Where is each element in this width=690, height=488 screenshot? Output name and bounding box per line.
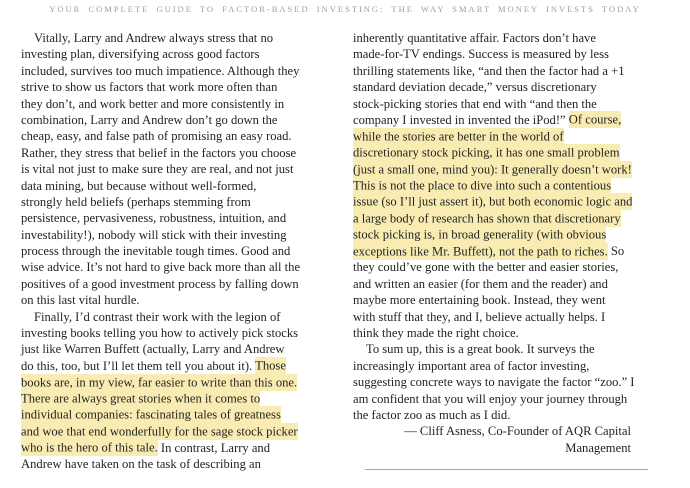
text-line xyxy=(353,96,653,112)
text-segment: In contrast, Larry and xyxy=(157,440,271,455)
highlighted-text[interactable]: stock picking is, in broad generality (with obvious xyxy=(353,227,607,242)
text-segment: with stuff that they, and I, believe actually helps. I xyxy=(353,309,606,324)
text-line xyxy=(353,309,653,325)
text-segment: they could’ve gone with the better and easier stories, xyxy=(353,260,619,275)
text-line xyxy=(21,128,333,144)
text-segment: and written an easier (for them and the reader) and xyxy=(353,276,608,291)
text-line xyxy=(21,30,333,46)
text-line xyxy=(21,227,333,243)
text-segment: suggesting concrete ways to navigate the factor “zoo.” I xyxy=(353,375,635,390)
highlighted-text[interactable]: issue (so I’ll just assert it), but both economic logic and xyxy=(353,194,633,209)
text-segment: just like Warren Buffett (actually, Larry and Andrew xyxy=(21,342,285,357)
text-line xyxy=(21,210,333,226)
highlighted-text[interactable]: Of course, xyxy=(568,112,622,127)
text-line xyxy=(353,210,653,226)
highlighted-text[interactable]: and woe that end wonderfully for the sage stock picker xyxy=(21,424,298,439)
text-segment: the factor zoo as much as I did. xyxy=(353,407,511,422)
highlighted-text[interactable]: a large body of research has shown that discretionary xyxy=(353,211,621,226)
text-line xyxy=(21,456,333,472)
text-segment: data mining, but because without well-formed, xyxy=(21,178,257,193)
text-segment: am confident that you will enjoy your journey through xyxy=(353,391,628,406)
right-column xyxy=(353,30,653,456)
text-segment: investing plan, diversifying across good factors xyxy=(21,47,260,62)
text-line xyxy=(353,374,653,390)
text-segment: think they made the right choice. xyxy=(353,326,519,341)
text-line xyxy=(21,391,333,407)
text-line xyxy=(21,96,333,112)
text-segment: increasingly important area of factor investing, xyxy=(353,358,590,373)
text-line xyxy=(353,178,653,194)
highlighted-text[interactable]: books are, in my view, far easier to write than this one. xyxy=(21,375,298,390)
text-line xyxy=(353,145,653,161)
text-line xyxy=(353,243,653,259)
text-line xyxy=(21,374,333,390)
text-segment: investability!), nobody will stick with their investing xyxy=(21,227,287,242)
text-segment: Rather, they stress that belief in the factors you choose xyxy=(21,145,297,160)
text-line xyxy=(21,292,333,308)
text-segment: wise advice. It’s not hard to give back more than all the xyxy=(21,260,301,275)
text-line xyxy=(353,391,653,407)
text-segment: Vitally, Larry and Andrew always stress that no xyxy=(34,31,274,45)
text-line xyxy=(353,46,653,62)
text-line xyxy=(21,112,333,128)
highlighted-text[interactable]: who is the hero of this tale. xyxy=(21,440,158,455)
text-line xyxy=(21,194,333,210)
text-line xyxy=(353,63,653,79)
attribution-line xyxy=(353,440,653,456)
text-line xyxy=(21,423,333,439)
text-segment: persistence, pervasiveness, robustness, intuition, and xyxy=(21,211,287,226)
text-line xyxy=(353,128,653,144)
attribution-line xyxy=(353,423,653,439)
running-header: YOUR COMPLETE GUIDE TO FACTOR-BASED INVESTING: THE WAY SMART MONEY INVESTS TODAY xyxy=(49,4,641,14)
text-segment: standard deviation decade,” versus discretionary xyxy=(353,80,597,95)
text-segment: Finally, I’d contrast their work with the legion of xyxy=(34,309,281,324)
text-line xyxy=(353,194,653,210)
text-segment: strongly held beliefs (perhaps stemming from xyxy=(21,194,251,209)
highlighted-text[interactable]: while the stories are better in the world of xyxy=(353,129,564,144)
text-segment: — Cliff Asness, Co-Founder of AQR Capital xyxy=(404,424,631,439)
text-line xyxy=(21,325,333,341)
text-line xyxy=(353,276,653,292)
text-segment: thrilling statements like, “and then the factor had a +1 xyxy=(353,63,625,78)
text-segment: included, survives too much impatience. Although they xyxy=(21,63,300,78)
text-line xyxy=(353,30,653,46)
text-line xyxy=(353,358,653,374)
text-segment: process through the inevitable tough times. Good and xyxy=(21,244,291,259)
text-segment: strive to show us factors that work more often than xyxy=(21,80,278,95)
highlighted-text[interactable]: discretionary stock picking, it has one small problem xyxy=(353,145,620,160)
highlighted-text[interactable]: Those xyxy=(255,358,286,373)
highlighted-text[interactable]: (just a small one, mind you): It generally doesn’t work! xyxy=(353,162,632,177)
text-segment: stock-picking stories that end with “and then the xyxy=(353,96,597,111)
text-segment: Management xyxy=(565,440,631,455)
text-segment: made-for-TV endings. Success is measured by less xyxy=(353,47,609,62)
text-segment: Andrew have taken on the task of describing an xyxy=(21,457,261,472)
text-line xyxy=(21,63,333,79)
text-line xyxy=(21,407,333,423)
highlighted-text[interactable]: There are always great stories when it comes to xyxy=(21,391,261,406)
column-divider-rule xyxy=(365,469,648,470)
text-segment: combination, Larry and Andrew don’t go down the xyxy=(21,112,278,127)
text-line xyxy=(21,161,333,177)
text-line xyxy=(353,259,653,275)
text-line xyxy=(21,243,333,259)
text-segment: cheap, easy, and false path of promising an easy road. xyxy=(21,129,292,144)
left-column xyxy=(21,30,333,473)
text-segment: positives of a good investment process by falling down xyxy=(21,276,299,291)
text-segment: company I invested in invented the iPod!” xyxy=(353,112,569,127)
highlighted-text[interactable]: This is not the place to dive into such a contentious xyxy=(353,178,612,193)
text-line xyxy=(353,227,653,243)
highlighted-text[interactable]: exceptions like Mr. Buffett), not the path to riches. xyxy=(353,244,608,259)
text-line xyxy=(21,440,333,456)
text-line xyxy=(21,79,333,95)
text-line xyxy=(353,325,653,341)
text-segment: To sum up, this is a great book. It surveys the xyxy=(366,342,595,357)
text-segment: do this, too, but I’ll let them tell you about it). xyxy=(21,358,256,373)
text-line xyxy=(21,145,333,161)
text-line xyxy=(21,358,333,374)
text-segment: is vital not just to make sure they are real, and not just xyxy=(21,162,294,177)
text-segment: maybe more entertaining book. Instead, they went xyxy=(353,293,606,308)
text-segment: on this last vital hurdle. xyxy=(21,293,140,308)
text-line xyxy=(21,259,333,275)
text-line xyxy=(21,46,333,62)
text-line xyxy=(353,341,653,357)
text-segment: inherently quantitative affair. Factors don’t have xyxy=(353,31,596,45)
text-line xyxy=(21,178,333,194)
text-line xyxy=(353,292,653,308)
text-line xyxy=(21,276,333,292)
text-segment: investing books telling you how to actively pick stocks xyxy=(21,326,299,341)
text-line xyxy=(21,341,333,357)
text-line xyxy=(21,309,333,325)
text-line xyxy=(353,161,653,177)
text-line xyxy=(353,407,653,423)
highlighted-text[interactable]: individual companies: fascinating tales of greatness xyxy=(21,407,281,422)
text-segment: So xyxy=(607,244,625,259)
text-line xyxy=(353,79,653,95)
text-segment: they don’t, and work better and more consistently in xyxy=(21,96,285,111)
text-line xyxy=(353,112,653,128)
